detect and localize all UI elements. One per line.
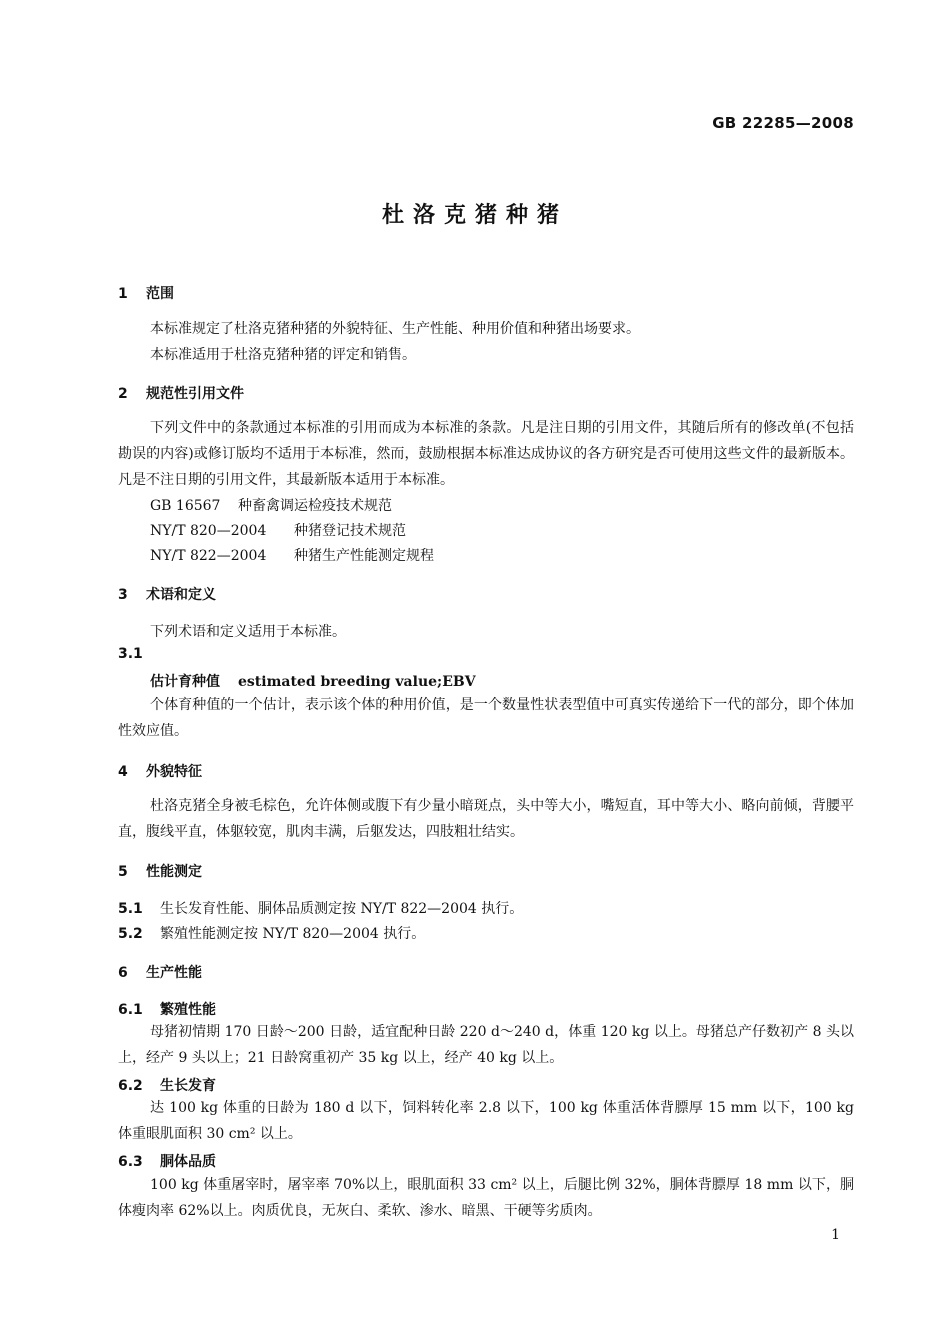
term-entry <box>150 671 476 691</box>
reference-code: NY/T 822—2004 <box>150 548 267 564</box>
reference-code: NY/T 820—2004 <box>150 523 267 539</box>
section-number: 3 <box>118 587 128 603</box>
section-number: 1 <box>118 286 128 302</box>
section-title: 外貌特征 <box>146 764 202 780</box>
clause-number: 5.2 <box>118 926 143 942</box>
section-title: 范围 <box>146 286 174 302</box>
section-4-paragraph: 杜洛克猪全身被毛棕色，允许体侧或腹下有少量小暗斑点，头中等大小，嘴短直，耳中等大小、略向前倾，背腰平直，腹线平直，体躯较宽，肌肉丰满，后躯发达，四肢粗壮结实。 <box>118 798 854 840</box>
section-1-paragraph-1: 本标准规定了杜洛克猪种猪的外貌特征、生产性能、种用价值和种猪出场要求。 <box>150 321 640 337</box>
reference-code: GB 16567 <box>150 498 221 514</box>
reference-item <box>150 545 434 565</box>
clause-text: 生长发育性能、胴体品质测定按 NY/T 822—2004 执行。 <box>160 901 524 917</box>
term-definition: 个体育种值的一个估计，表示该个体的种用价值，是一个数量性状表型值中可真实传递给下一代的部分，即个体加性效应值。 <box>118 697 854 739</box>
reference-name: 种畜禽调运检疫技术规范 <box>238 498 392 514</box>
clause-6-2-text: 达 100 kg 体重的日龄为 180 d 以下，饲料转化率 2.8 以下，100 kg 体重活体背膘厚 15 mm 以下，100 kg 体重眼肌面积 30 cm² 以上。 <box>118 1100 854 1142</box>
term-number: 3.1 <box>118 646 143 662</box>
section-4-heading <box>118 761 202 781</box>
clause-number: 5.1 <box>118 901 143 917</box>
section-3-paragraph: 下列术语和定义适用于本标准。 <box>150 624 346 640</box>
clause-5-2 <box>118 923 425 943</box>
reference-item <box>150 495 392 515</box>
section-1-paragraph-2: 本标准适用于杜洛克猪种猪的评定和销售。 <box>150 347 416 363</box>
clause-6-1-heading <box>118 999 216 1019</box>
section-title: 生产性能 <box>146 965 202 981</box>
section-2-paragraph: 下列文件中的条款通过本标准的引用而成为本标准的条款。凡是注日期的引用文件，其随后所有的修改单(不包括勘误的内容)或修订版均不适用于本标准，然而，鼓励根据本标准达成协议的各方研究是否可使用这些文件的最新版本。凡是不注日期的引用文件，其最新版本适用于本标准。 <box>118 420 854 488</box>
clause-6-3-heading <box>118 1151 216 1171</box>
clause-title: 胴体品质 <box>160 1154 216 1170</box>
clause-title: 生长发育 <box>160 1078 216 1094</box>
clause-title: 繁殖性能 <box>160 1002 216 1018</box>
section-6-heading <box>118 962 202 982</box>
reference-item <box>150 520 406 540</box>
section-title: 术语和定义 <box>146 587 216 603</box>
section-title: 规范性引用文件 <box>146 386 244 402</box>
clause-5-1 <box>118 898 523 918</box>
clause-6-1-text: 母猪初情期 170 日龄～200 日龄，适宜配种日龄 220 d～240 d，体重 120 kg 以上。母猪总产仔数初产 8 头以上，经产 9 头以上；21 日龄窝重初产 35 kg 以上，经产 40 kg 以上。 <box>118 1024 854 1066</box>
standard-number: GB 22285—2008 <box>712 114 854 132</box>
section-2-heading <box>118 383 244 403</box>
section-number: 2 <box>118 386 128 402</box>
clause-number: 6.1 <box>118 1002 143 1018</box>
section-3-heading <box>118 584 216 604</box>
reference-name: 种猪生产性能测定规程 <box>294 548 434 564</box>
clause-number: 6.2 <box>118 1078 143 1094</box>
page-title: 杜洛克猪种猪 <box>381 203 568 228</box>
page-number: 1 <box>831 1227 840 1243</box>
section-number: 6 <box>118 965 128 981</box>
clause-6-2-heading <box>118 1075 216 1095</box>
clause-number: 6.3 <box>118 1154 143 1170</box>
section-5-heading <box>118 861 202 881</box>
clause-6-3-text: 100 kg 体重屠宰时，屠宰率 70%以上，眼肌面积 33 cm² 以上，后腿比例 32%，胴体背膘厚 18 mm 以下，胴体瘦肉率 62%以上。肉质优良，无灰白、柔软、渗水、暗黑、干硬等劣质肉。 <box>118 1177 854 1219</box>
section-number: 5 <box>118 864 128 880</box>
clause-text: 繁殖性能测定按 NY/T 820—2004 执行。 <box>160 926 426 942</box>
section-1-heading <box>118 283 174 303</box>
section-title: 性能测定 <box>146 864 202 880</box>
section-number: 4 <box>118 764 128 780</box>
reference-name: 种猪登记技术规范 <box>294 523 406 539</box>
term-name: 估计育种值 <box>150 674 220 690</box>
term-english: estimated breeding value;EBV <box>238 674 476 690</box>
